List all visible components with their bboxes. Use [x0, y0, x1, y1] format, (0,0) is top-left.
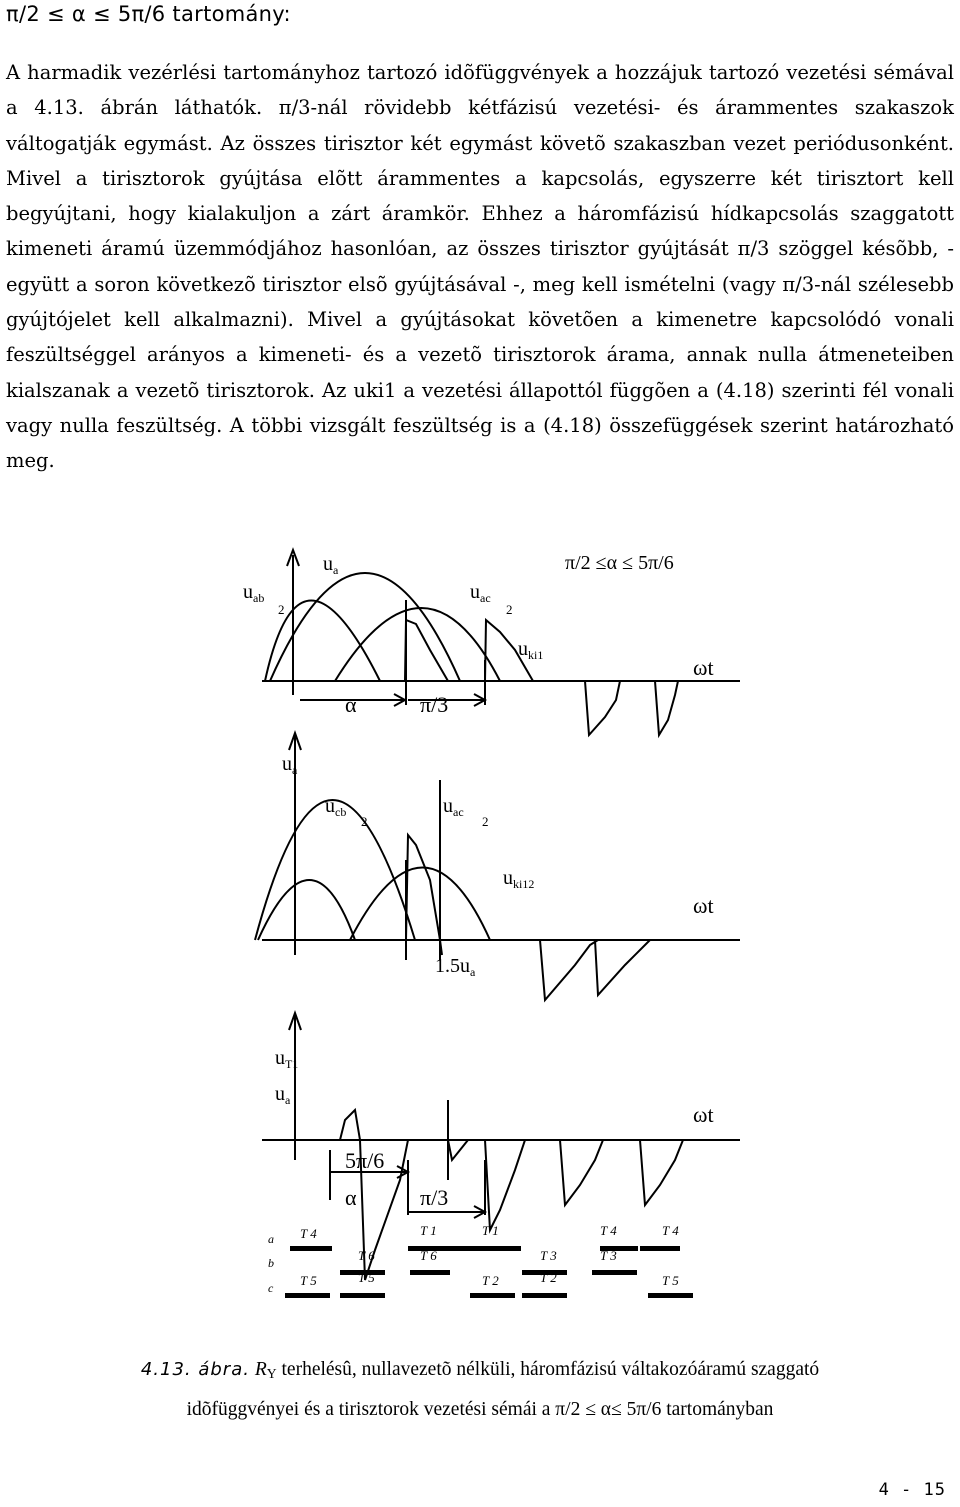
p3-uT1-label: $u_{T1}$ [275, 1047, 299, 1071]
scheme-t2-c2: T 2 [540, 1270, 557, 1285]
scheme-t1-a2: T 1 [482, 1223, 499, 1238]
p2-uac-half: 2 [482, 814, 489, 829]
p1-ua-label: $u_a$ [323, 553, 339, 577]
p2-uac-half-curve [350, 868, 490, 941]
p1-uac-half: 2 [506, 602, 513, 617]
body-paragraph: A harmadik vezérlési tartományhoz tartozó idõfüggvények a hozzájuk tartozó vezetési sémával a 4.13. ábrán láthatók. π/3-nál rövidebb kétfázisú vezetési- és árammentes szakaszok váltogatják egymást. Az összes tirisztor két egymást követõ szakaszban vezet periódusonként. Mivel a tirisztorok gyújtása elõtt árammentes a kapcsolás, egyszerre két tirisztort kell begyújtani, hogy kialakuljon a zárt áramkör. Ehhez a háromfázisú hídkapcsolás szaggatott kimeneti áramú üzemmódjához hasonlóan, az összes tirisztor gyújtását π/3 szöggel késõbb, - együtt a soron következõ tirisztor elsõ gyújtásával -, meg kell ismételni (vagy π/3-nál szélesebb gyújtójelet kell alkalmazni). Mivel a gyújtásokat követõen a kimenetre kapcsolódó vonali feszültséggel arányos a kimeneti- és a vezetõ tirisztorok árama, annak nulla átmeneteiben kialszanak a vezetõ tirisztorok. Az uki1 a vezetési állapottól függõen a (4.18) szerinti fél vonali vagy nulla feszültség. A többi vizsgált feszültség is a (4.18) összefüggések szerint határozható meg. [6, 61, 954, 473]
caption-r-sub: Y [266, 1366, 277, 1381]
scheme-t2-c: T 2 [482, 1273, 499, 1288]
scheme-t6-b: T 6 [358, 1248, 375, 1263]
scheme-t3-b: T 3 [540, 1248, 557, 1263]
range-label: π/2 ≤α ≤ 5π/6 [565, 552, 674, 574]
conduction-scheme [285, 1246, 693, 1298]
p2-ua-label: $u_a$ [282, 753, 298, 777]
p2-uki12-label: $u_{ki12}$ [503, 867, 535, 891]
waveform-figure [0, 540, 960, 1330]
p1-uac-half-curve [335, 608, 500, 681]
p1-uki1-waveform [405, 620, 678, 735]
scheme-t4-a: T 4 [300, 1226, 317, 1241]
p1-uab-label: $u_{ab}$ [243, 581, 265, 605]
figure-caption [0, 1352, 960, 1428]
scheme-t5-c2: T 5 [358, 1270, 375, 1285]
caption-line-2: idõfüggvényei és a tirisztorok vezetési sémái a π/2 ≤ α≤ 5π/6 tartományban [186, 1399, 774, 1420]
p1-uac-label: $u_{ac}$ [470, 581, 491, 605]
p1-uki1-label: $u_{ki1}$ [518, 638, 544, 662]
p3-alpha-label: α [345, 1185, 357, 1210]
scheme-row-b: b [268, 1256, 274, 1270]
p1-alpha-label: α [345, 692, 357, 717]
scheme-t3-b2: T 3 [600, 1248, 617, 1263]
p1-omega-t-label: ωt [693, 655, 714, 680]
caption-line-1 [0, 1352, 960, 1392]
scheme-t4-a3: T 4 [662, 1223, 679, 1238]
p2-uac-label: $u_{ac}$ [443, 795, 464, 819]
p1-uab-half: 2 [278, 602, 285, 617]
p2-omega-t-label: ωt [693, 893, 714, 918]
caption-r: R [254, 1359, 267, 1380]
scheme-t1-a: T 1 [420, 1223, 437, 1238]
waveform-diagram [0, 540, 960, 1330]
caption-number: 4.13. ábra. [140, 1359, 250, 1380]
p3-uT1-waveform [265, 1110, 683, 1280]
scheme-t5-c: T 5 [300, 1273, 317, 1288]
p2-ua-curve [255, 800, 415, 940]
section-heading: π/2 ≤ α ≤ 5π/6 tartomány: [6, 2, 291, 26]
p2-peak-label: $1.5u_a$ [435, 955, 476, 979]
caption-line-1-rest: terhelésû, nullavezetõ nélküli, háromfázisú váltakozóáramú szaggató [276, 1359, 820, 1380]
p2-ucb-half: 2 [361, 814, 368, 829]
scheme-t6-b2: T 6 [420, 1248, 437, 1263]
page-number: 4 - 15 [878, 1480, 946, 1500]
scheme-row-a: a [268, 1232, 274, 1246]
p3-pi3-label: π/3 [420, 1185, 449, 1210]
p3-five-pi6-label: 5π/6 [345, 1148, 385, 1173]
p1-pi3-label: π/3 [420, 692, 449, 717]
p3-omega-t-label: ωt [693, 1102, 714, 1127]
scheme-t5-c3: T 5 [662, 1273, 679, 1288]
p3-ua-label: $u_a$ [275, 1083, 291, 1107]
p2-ucb-half-curve [258, 880, 355, 940]
scheme-row-c: c [268, 1281, 274, 1295]
p1-ua-curve [270, 573, 460, 681]
p2-ucb-label: $u_{cb}$ [325, 795, 347, 819]
scheme-t4-a2: T 4 [600, 1223, 617, 1238]
